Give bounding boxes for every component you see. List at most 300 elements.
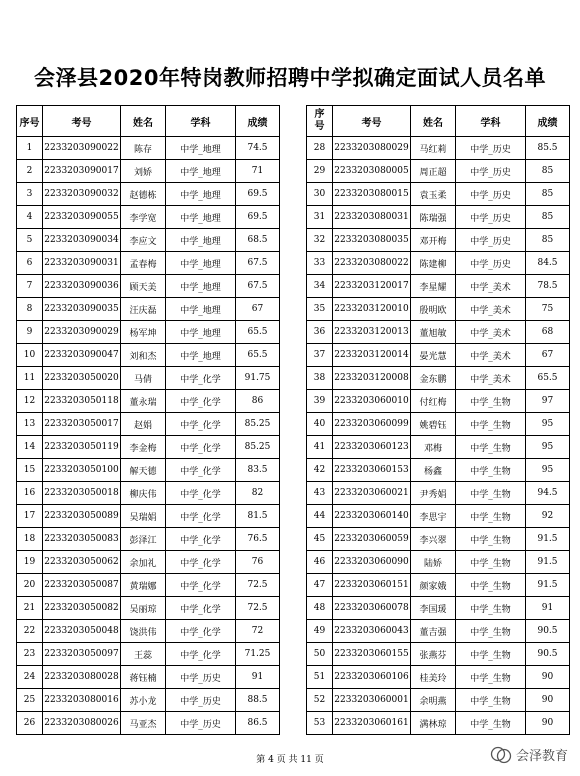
cell-exam-no: 2233203050020 <box>43 367 121 390</box>
cell-exam-no: 2233203060059 <box>333 528 411 551</box>
cell-exam-no: 2233203080028 <box>43 666 121 689</box>
cell-score: 68.5 <box>236 229 280 252</box>
cell-seq: 18 <box>17 528 43 551</box>
cell-name: 杨鑫 <box>411 459 456 482</box>
table-row <box>307 666 570 689</box>
cell-score: 85 <box>526 229 570 252</box>
table-row <box>307 413 570 436</box>
cell-seq: 30 <box>307 183 333 206</box>
cell-name: 蒋钰楠 <box>121 666 166 689</box>
cell-exam-no: 2233203060021 <box>333 482 411 505</box>
cell-exam-no: 2233203060010 <box>333 390 411 413</box>
cell-seq: 1 <box>17 137 43 160</box>
table-row <box>307 643 570 666</box>
cell-seq: 51 <box>307 666 333 689</box>
cell-exam-no: 2233203080005 <box>333 160 411 183</box>
cell-subject: 中学_地理 <box>166 344 236 367</box>
table-row <box>17 183 280 206</box>
header-score: 成绩 <box>236 106 280 137</box>
cell-score: 91.5 <box>526 551 570 574</box>
cell-subject: 中学_历史 <box>166 666 236 689</box>
cell-seq: 24 <box>17 666 43 689</box>
cell-score: 71.25 <box>236 643 280 666</box>
cell-exam-no: 2233203050017 <box>43 413 121 436</box>
cell-subject: 中学_美术 <box>456 298 526 321</box>
cell-name: 邓梅 <box>411 436 456 459</box>
table-row <box>307 367 570 390</box>
watermark-text: 会泽教育 <box>515 749 568 764</box>
cell-name: 李星耀 <box>411 275 456 298</box>
cell-name: 赵娟 <box>121 413 166 436</box>
cell-name: 邓开梅 <box>411 229 456 252</box>
cell-subject: 中学_化学 <box>166 390 236 413</box>
cell-name: 尹秀娟 <box>411 482 456 505</box>
cell-score: 91 <box>526 597 570 620</box>
cell-score: 95 <box>526 459 570 482</box>
cell-exam-no: 2233203060078 <box>333 597 411 620</box>
cell-name: 陈瑞强 <box>411 206 456 229</box>
cell-name: 金东鹏 <box>411 367 456 390</box>
cell-exam-no: 2233203090047 <box>43 344 121 367</box>
cell-exam-no: 2233203060001 <box>333 689 411 712</box>
cell-exam-no: 2233203090036 <box>43 275 121 298</box>
cell-score: 72 <box>236 620 280 643</box>
cell-score: 71 <box>236 160 280 183</box>
cell-name: 彭泽江 <box>121 528 166 551</box>
cell-subject: 中学_历史 <box>456 252 526 275</box>
cell-exam-no: 2233203090034 <box>43 229 121 252</box>
table-header-row <box>307 106 570 137</box>
cell-subject: 中学_地理 <box>166 229 236 252</box>
table-row <box>17 390 280 413</box>
cell-seq: 40 <box>307 413 333 436</box>
cell-exam-no: 2233203120010 <box>333 298 411 321</box>
table-row <box>17 367 280 390</box>
cell-subject: 中学_地理 <box>166 137 236 160</box>
cell-exam-no: 2233203080029 <box>333 137 411 160</box>
cell-score: 86 <box>236 390 280 413</box>
cell-seq: 46 <box>307 551 333 574</box>
cell-score: 83.5 <box>236 459 280 482</box>
cell-score: 90.5 <box>526 643 570 666</box>
cell-subject: 中学_地理 <box>166 206 236 229</box>
cell-subject: 中学_生物 <box>456 459 526 482</box>
table-row <box>17 505 280 528</box>
table-row <box>17 459 280 482</box>
header-seq: 序号 <box>17 106 43 137</box>
cell-name: 董永瑞 <box>121 390 166 413</box>
page-footer: 第 4 页 共 11 页 <box>256 755 324 765</box>
cell-subject: 中学_化学 <box>166 643 236 666</box>
cell-subject: 中学_生物 <box>456 597 526 620</box>
cell-subject: 中学_地理 <box>166 183 236 206</box>
cell-score: 97 <box>526 390 570 413</box>
cell-seq: 20 <box>17 574 43 597</box>
cell-name: 袁玉柔 <box>411 183 456 206</box>
cell-score: 85 <box>526 160 570 183</box>
cell-subject: 中学_化学 <box>166 551 236 574</box>
cell-exam-no: 2233203060151 <box>333 574 411 597</box>
table-row <box>17 321 280 344</box>
header-score: 成绩 <box>526 106 570 137</box>
cell-subject: 中学_化学 <box>166 436 236 459</box>
cell-name: 赵德栋 <box>121 183 166 206</box>
cell-name: 余加礼 <box>121 551 166 574</box>
cell-subject: 中学_化学 <box>166 482 236 505</box>
cell-name: 陆娇 <box>411 551 456 574</box>
cell-score: 67 <box>526 344 570 367</box>
table-row <box>307 229 570 252</box>
cell-seq: 12 <box>17 390 43 413</box>
table-row <box>307 505 570 528</box>
cell-name: 周正超 <box>411 160 456 183</box>
cell-exam-no: 2233203060153 <box>333 459 411 482</box>
cell-score: 65.5 <box>236 321 280 344</box>
cell-subject: 中学_生物 <box>456 689 526 712</box>
cell-exam-no: 2233203050089 <box>43 505 121 528</box>
cell-seq: 53 <box>307 712 333 735</box>
roster-body-left <box>17 137 280 735</box>
cell-exam-no: 2233203080016 <box>43 689 121 712</box>
cell-subject: 中学_生物 <box>456 413 526 436</box>
cell-name: 苏小龙 <box>121 689 166 712</box>
cell-name: 姚碧钰 <box>411 413 456 436</box>
cell-score: 85 <box>526 183 570 206</box>
table-row <box>17 528 280 551</box>
cell-seq: 50 <box>307 643 333 666</box>
cell-exam-no: 2233203060140 <box>333 505 411 528</box>
cell-score: 86.5 <box>236 712 280 735</box>
cell-exam-no: 2233203090055 <box>43 206 121 229</box>
cell-seq: 22 <box>17 620 43 643</box>
cell-exam-no: 2233203090035 <box>43 298 121 321</box>
cell-seq: 29 <box>307 160 333 183</box>
cell-exam-no: 2233203060155 <box>333 643 411 666</box>
table-row <box>307 183 570 206</box>
cell-subject: 中学_历史 <box>166 712 236 735</box>
cell-seq: 34 <box>307 275 333 298</box>
cell-exam-no: 2233203050062 <box>43 551 121 574</box>
cell-name: 董吉强 <box>411 620 456 643</box>
table-row <box>17 229 280 252</box>
cell-score: 90 <box>526 666 570 689</box>
cell-seq: 19 <box>17 551 43 574</box>
cell-subject: 中学_历史 <box>456 229 526 252</box>
cell-exam-no: 2233203090022 <box>43 137 121 160</box>
table-row <box>307 344 570 367</box>
table-row <box>307 574 570 597</box>
table-header-row <box>17 106 280 137</box>
cell-score: 91.5 <box>526 528 570 551</box>
cell-name: 陈存 <box>121 137 166 160</box>
table-row <box>307 298 570 321</box>
cell-name: 马红莉 <box>411 137 456 160</box>
cell-name: 李应文 <box>121 229 166 252</box>
cell-seq: 9 <box>17 321 43 344</box>
cell-score: 76 <box>236 551 280 574</box>
cell-subject: 中学_地理 <box>166 160 236 183</box>
cell-subject: 中学_美术 <box>456 344 526 367</box>
table-row <box>17 666 280 689</box>
cell-seq: 45 <box>307 528 333 551</box>
table-row <box>307 436 570 459</box>
table-row <box>17 252 280 275</box>
cell-score: 68 <box>526 321 570 344</box>
cell-exam-no: 2233203050119 <box>43 436 121 459</box>
cell-exam-no: 2233203050097 <box>43 643 121 666</box>
cell-seq: 13 <box>17 413 43 436</box>
cell-name: 刘和杰 <box>121 344 166 367</box>
cell-seq: 43 <box>307 482 333 505</box>
cell-score: 65.5 <box>236 344 280 367</box>
cell-subject: 中学_历史 <box>456 183 526 206</box>
table-row <box>17 298 280 321</box>
cell-exam-no: 2233203090017 <box>43 160 121 183</box>
header-exam-no: 考号 <box>333 106 411 137</box>
table-row <box>307 390 570 413</box>
cell-name: 付红梅 <box>411 390 456 413</box>
cell-name: 马倩 <box>121 367 166 390</box>
cell-seq: 32 <box>307 229 333 252</box>
cell-score: 94.5 <box>526 482 570 505</box>
cell-exam-no: 2233203120013 <box>333 321 411 344</box>
cell-subject: 中学_地理 <box>166 298 236 321</box>
cell-name: 马亚杰 <box>121 712 166 735</box>
cell-name: 吴瑞娟 <box>121 505 166 528</box>
table-row <box>17 597 280 620</box>
cell-name: 张燕芬 <box>411 643 456 666</box>
cell-score: 91 <box>236 666 280 689</box>
table-row <box>307 459 570 482</box>
table-row <box>307 620 570 643</box>
cell-exam-no: 2233203080015 <box>333 183 411 206</box>
cell-score: 67.5 <box>236 275 280 298</box>
cell-seq: 31 <box>307 206 333 229</box>
cell-subject: 中学_地理 <box>166 275 236 298</box>
cell-seq: 21 <box>17 597 43 620</box>
cell-score: 74.5 <box>236 137 280 160</box>
cell-seq: 38 <box>307 367 333 390</box>
cell-score: 92 <box>526 505 570 528</box>
cell-seq: 6 <box>17 252 43 275</box>
header-exam-no: 考号 <box>43 106 121 137</box>
cell-name: 陈建柳 <box>411 252 456 275</box>
cell-exam-no: 2233203080031 <box>333 206 411 229</box>
cell-name: 李学宽 <box>121 206 166 229</box>
cell-score: 88.5 <box>236 689 280 712</box>
cell-exam-no: 2233203060043 <box>333 620 411 643</box>
roster-body-right <box>307 137 570 735</box>
cell-name: 吴丽琼 <box>121 597 166 620</box>
cell-subject: 中学_生物 <box>456 643 526 666</box>
cell-score: 82 <box>236 482 280 505</box>
cell-name: 黄瑞娜 <box>121 574 166 597</box>
cell-score: 95 <box>526 436 570 459</box>
cell-score: 67 <box>236 298 280 321</box>
header-seq: 序 号 <box>307 106 333 137</box>
cell-subject: 中学_化学 <box>166 574 236 597</box>
cell-name: 李国瑗 <box>411 597 456 620</box>
cell-name: 顾天美 <box>121 275 166 298</box>
cell-score: 85.5 <box>526 137 570 160</box>
cell-exam-no: 2233203090031 <box>43 252 121 275</box>
cell-subject: 中学_美术 <box>456 275 526 298</box>
cell-score: 78.5 <box>526 275 570 298</box>
roster-table-left <box>16 105 280 735</box>
cell-name: 李兴翠 <box>411 528 456 551</box>
cell-subject: 中学_化学 <box>166 597 236 620</box>
cell-exam-no: 2233203080022 <box>333 252 411 275</box>
table-row <box>17 689 280 712</box>
cell-exam-no: 2233203060099 <box>333 413 411 436</box>
table-row <box>17 275 280 298</box>
cell-seq: 11 <box>17 367 43 390</box>
roster-table-right <box>306 105 570 735</box>
table-row <box>307 160 570 183</box>
cell-seq: 39 <box>307 390 333 413</box>
cell-name: 董旭敏 <box>411 321 456 344</box>
table-row <box>307 689 570 712</box>
header-name: 姓名 <box>411 106 456 137</box>
watermark <box>490 745 568 764</box>
table-row <box>307 252 570 275</box>
cell-seq: 44 <box>307 505 333 528</box>
cell-score: 85 <box>526 206 570 229</box>
cell-name: 颜家娥 <box>411 574 456 597</box>
cell-seq: 5 <box>17 229 43 252</box>
cell-subject: 中学_历史 <box>456 160 526 183</box>
wechat-channel-icon <box>490 746 512 764</box>
cell-name: 余明燕 <box>411 689 456 712</box>
cell-subject: 中学_生物 <box>456 528 526 551</box>
table-row <box>307 597 570 620</box>
cell-seq: 52 <box>307 689 333 712</box>
cell-name: 王蕊 <box>121 643 166 666</box>
cell-seq: 15 <box>17 459 43 482</box>
table-row <box>17 413 280 436</box>
cell-subject: 中学_生物 <box>456 436 526 459</box>
cell-exam-no: 2233203050048 <box>43 620 121 643</box>
cell-seq: 23 <box>17 643 43 666</box>
cell-exam-no: 2233203050087 <box>43 574 121 597</box>
cell-score: 69.5 <box>236 183 280 206</box>
cell-subject: 中学_生物 <box>456 712 526 735</box>
cell-name: 饶洪伟 <box>121 620 166 643</box>
cell-seq: 33 <box>307 252 333 275</box>
cell-score: 69.5 <box>236 206 280 229</box>
header-name: 姓名 <box>121 106 166 137</box>
cell-seq: 2 <box>17 160 43 183</box>
cell-seq: 47 <box>307 574 333 597</box>
cell-seq: 36 <box>307 321 333 344</box>
cell-score: 91.75 <box>236 367 280 390</box>
cell-score: 76.5 <box>236 528 280 551</box>
table-row <box>17 160 280 183</box>
cell-seq: 7 <box>17 275 43 298</box>
cell-seq: 25 <box>17 689 43 712</box>
cell-subject: 中学_化学 <box>166 367 236 390</box>
table-row <box>307 321 570 344</box>
cell-exam-no: 2233203080026 <box>43 712 121 735</box>
cell-subject: 中学_生物 <box>456 666 526 689</box>
cell-subject: 中学_地理 <box>166 252 236 275</box>
cell-seq: 17 <box>17 505 43 528</box>
cell-seq: 26 <box>17 712 43 735</box>
cell-subject: 中学_化学 <box>166 413 236 436</box>
cell-seq: 8 <box>17 298 43 321</box>
cell-exam-no: 2233203060161 <box>333 712 411 735</box>
table-row <box>17 206 280 229</box>
cell-subject: 中学_美术 <box>456 367 526 390</box>
cell-subject: 中学_历史 <box>166 689 236 712</box>
cell-score: 81.5 <box>236 505 280 528</box>
table-row <box>307 482 570 505</box>
cell-name: 刘娇 <box>121 160 166 183</box>
table-row <box>17 436 280 459</box>
cell-name: 满林琼 <box>411 712 456 735</box>
cell-name: 李思宇 <box>411 505 456 528</box>
cell-subject: 中学_历史 <box>456 137 526 160</box>
cell-subject: 中学_地理 <box>166 321 236 344</box>
cell-subject: 中学_化学 <box>166 620 236 643</box>
cell-subject: 中学_化学 <box>166 459 236 482</box>
cell-score: 85.25 <box>236 413 280 436</box>
cell-name: 孟春梅 <box>121 252 166 275</box>
cell-seq: 10 <box>17 344 43 367</box>
cell-score: 85.25 <box>236 436 280 459</box>
header-subject: 学科 <box>456 106 526 137</box>
cell-seq: 42 <box>307 459 333 482</box>
cell-subject: 中学_生物 <box>456 574 526 597</box>
cell-name: 晏光慧 <box>411 344 456 367</box>
cell-score: 65.5 <box>526 367 570 390</box>
table-row <box>17 643 280 666</box>
cell-name: 汪庆磊 <box>121 298 166 321</box>
cell-seq: 28 <box>307 137 333 160</box>
cell-exam-no: 2233203120014 <box>333 344 411 367</box>
cell-exam-no: 2233203060123 <box>333 436 411 459</box>
table-row <box>307 206 570 229</box>
table-row <box>307 551 570 574</box>
cell-exam-no: 2233203120008 <box>333 367 411 390</box>
cell-score: 95 <box>526 413 570 436</box>
cell-name: 解天德 <box>121 459 166 482</box>
cell-exam-no: 2233203080035 <box>333 229 411 252</box>
cell-name: 杨军坤 <box>121 321 166 344</box>
cell-seq: 41 <box>307 436 333 459</box>
cell-seq: 35 <box>307 298 333 321</box>
cell-score: 72.5 <box>236 597 280 620</box>
table-row <box>17 620 280 643</box>
cell-score: 84.5 <box>526 252 570 275</box>
cell-subject: 中学_生物 <box>456 620 526 643</box>
table-row <box>17 344 280 367</box>
cell-subject: 中学_化学 <box>166 528 236 551</box>
cell-exam-no: 2233203060106 <box>333 666 411 689</box>
cell-name: 柳庆伟 <box>121 482 166 505</box>
cell-exam-no: 2233203050083 <box>43 528 121 551</box>
cell-name: 殷明欧 <box>411 298 456 321</box>
cell-seq: 14 <box>17 436 43 459</box>
table-row <box>17 712 280 735</box>
cell-subject: 中学_生物 <box>456 390 526 413</box>
cell-exam-no: 2233203090032 <box>43 183 121 206</box>
cell-seq: 37 <box>307 344 333 367</box>
table-row <box>307 528 570 551</box>
cell-name: 桂美玲 <box>411 666 456 689</box>
cell-subject: 中学_生物 <box>456 551 526 574</box>
cell-score: 75 <box>526 298 570 321</box>
